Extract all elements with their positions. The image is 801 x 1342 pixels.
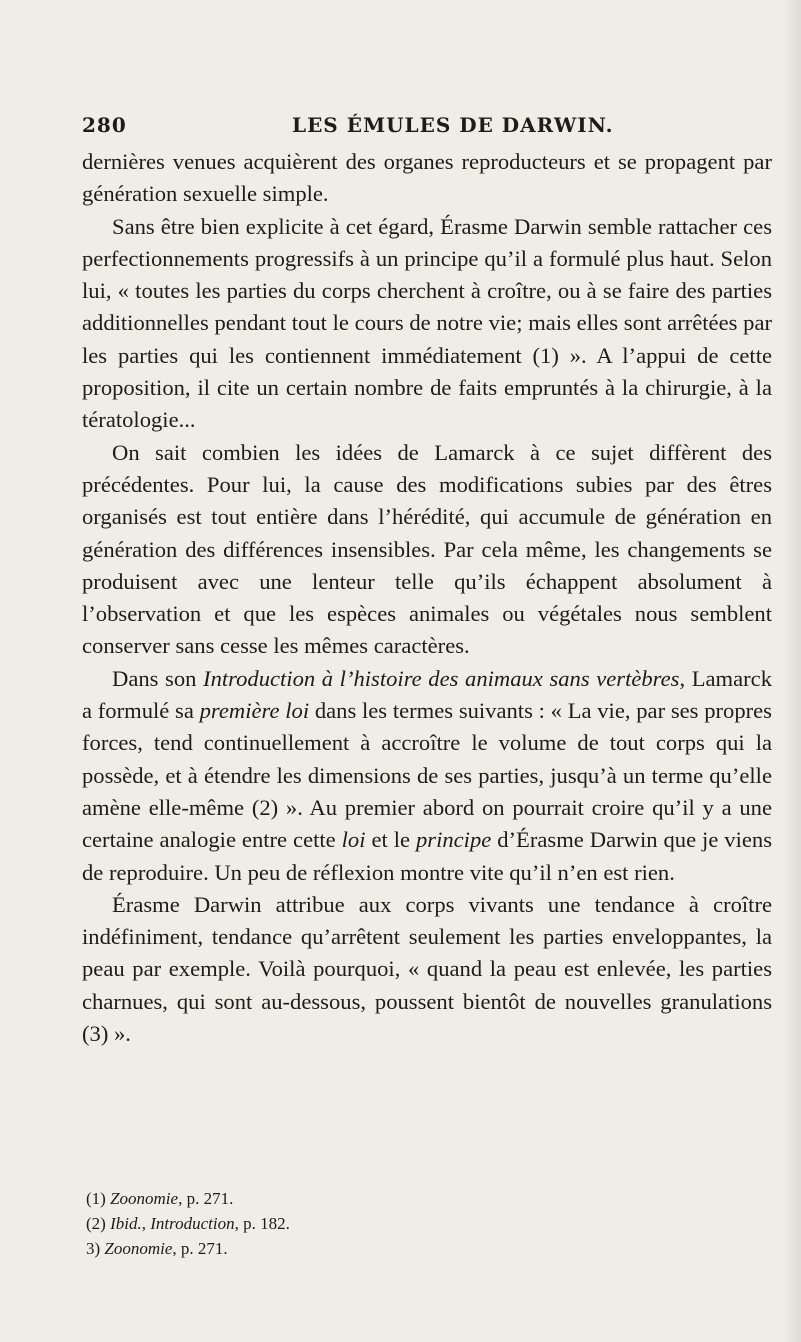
italic-text: principe bbox=[415, 827, 492, 853]
page-edge-shadow bbox=[783, 0, 801, 1342]
text-run: , Lamarck a formulé sa bbox=[82, 665, 773, 724]
paragraph bbox=[82, 437, 772, 663]
footnote-text-run: , p. 271. bbox=[178, 1189, 234, 1208]
footnote-text-run: , p. 182. bbox=[234, 1214, 290, 1233]
text-run: dernières venues acquièrent des organes reproducteurs et se propagent par génération sexuelle simple. bbox=[82, 149, 772, 207]
text-run: d’Érasme Darwin que je viens de reproduire. Un peu de réflexion montre vite qu’il n’en est rien. bbox=[82, 827, 773, 885]
footnote-italic-text: Ibid. bbox=[110, 1214, 142, 1233]
footnotes bbox=[82, 1186, 772, 1261]
footnote-text-run: , p. 271. bbox=[172, 1239, 228, 1258]
text-run: Sans être bien explicite à cet égard, Érasme Darwin semble rattacher ces perfectionnements progressifs à un principe qu’il a formulé plus haut. Selon lui, « toutes les parties du corps cherchent à croître, ou à se faire des parties additionnelles pendant tout le cours de notre vie; mais elles sont arrêtées par les parties qui les contiennent immédiatement (1) ». A l’appui de cette proposition, il cite un certain nombre de faits empruntés à la chirurgie, à la tératologie... bbox=[82, 213, 772, 433]
footnote bbox=[82, 1211, 772, 1236]
footnote-italic-text: Zoonomie bbox=[110, 1189, 179, 1208]
text-run: Érasme Darwin attribue aux corps vivants une tendance à croître indéfiniment, tendance qu’arrêtent seulement les parties enveloppantes, la peau par exemple. Voilà pourquoi, « quand la peau est enlevée, les parties charnues, qui sont au-dessous, poussent bientôt de nouvelles granulations (3) ». bbox=[82, 891, 772, 1047]
paragraph bbox=[82, 663, 772, 889]
footnote-text-run: , bbox=[141, 1214, 151, 1233]
paragraph bbox=[82, 146, 772, 211]
italic-text: Introduction à l’histoire des animaux sans vertèbres bbox=[203, 665, 680, 691]
text-run: Dans son bbox=[112, 665, 204, 691]
text-run: et le bbox=[365, 827, 416, 853]
footnote-text-run: (2) bbox=[86, 1214, 111, 1233]
footnote bbox=[82, 1236, 772, 1261]
paragraph bbox=[82, 889, 772, 1050]
page-number: 280 bbox=[82, 113, 127, 137]
footnote-text-run: 3) bbox=[86, 1239, 105, 1258]
running-title: LES ÉMULES DE DARWIN. bbox=[292, 113, 614, 137]
footnote-italic-text: Introduction bbox=[150, 1214, 235, 1233]
body-text bbox=[82, 146, 772, 1050]
footnote-text-run: (1) bbox=[86, 1189, 111, 1208]
text-run: dans les termes suivants : « La vie, par ses propres forces, tend continuellement à accroître le volume de tout corps qui la possède, et à étendre les dimensions de ses parties, jusqu’à un terme qu’elle amène elle-même (2) ». Au premier abord on pourrait croire qu’il y a une certaine analogie entre cette bbox=[82, 698, 772, 853]
footnote-italic-text: Zoonomie bbox=[104, 1239, 173, 1258]
italic-text: première loi bbox=[199, 698, 310, 724]
text-run: On sait combien les idées de Lamarck à ce sujet diffèrent des précédentes. Pour lui, la cause des modifications subies par des êtres organisés est tout entière dans l’hérédité, qui accumule de génération en génération des différences insensibles. Par cela même, les changements se produisent avec une lenteur telle qu’ils échappent absolument à l’observation et que les espèces animales ou végétales nous semblent conserver sans cesse les mêmes caractères. bbox=[82, 439, 772, 659]
italic-text: loi bbox=[341, 827, 366, 853]
running-head bbox=[82, 113, 772, 143]
paragraph bbox=[82, 211, 772, 437]
footnote bbox=[82, 1186, 772, 1211]
